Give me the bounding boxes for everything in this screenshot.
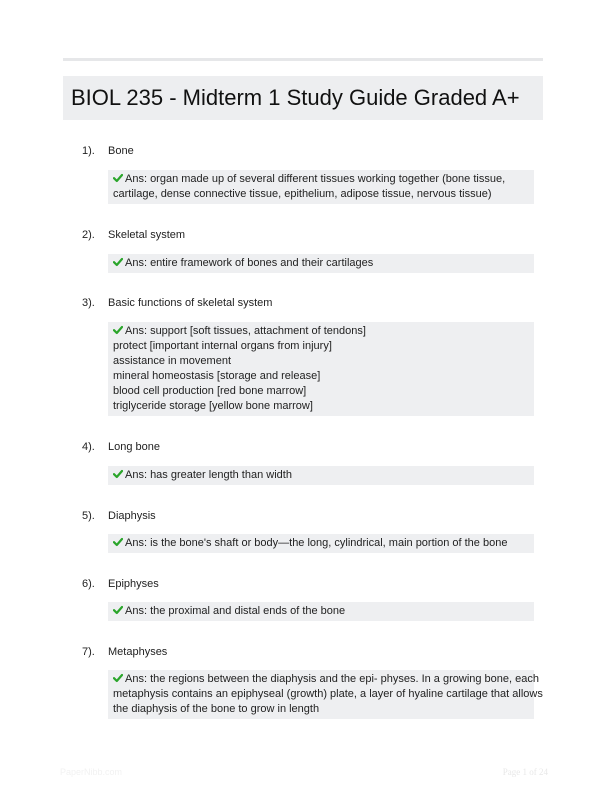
question-term: Epiphyses bbox=[108, 578, 159, 590]
answer-line: Ans: is the bone's shaft or body—the long, cylindrical, main portion of the bone bbox=[113, 536, 528, 551]
question-number: 7). bbox=[82, 646, 95, 658]
answer-box bbox=[108, 254, 534, 273]
question-number: 6). bbox=[82, 578, 95, 590]
answer-line: mineral homeostasis [storage and release] bbox=[113, 370, 321, 382]
question-number: 3). bbox=[82, 297, 95, 309]
answer-line: the diaphysis of the bone to grow in length bbox=[113, 703, 320, 715]
answer-line: Ans: the regions between the diaphysis and the epi- physes. In a growing bone, each bbox=[113, 672, 528, 687]
answer-line: protect [important internal organs from injury] bbox=[113, 340, 332, 352]
top-divider bbox=[63, 58, 543, 61]
check-icon bbox=[113, 605, 123, 615]
answer-line: cartilage, dense connective tissue, epithelium, adipose tissue, nervous tissue) bbox=[113, 188, 492, 200]
question-term: Bone bbox=[108, 145, 134, 157]
page-number: Page 1 of 24 bbox=[502, 767, 548, 777]
question-term: Skeletal system bbox=[108, 229, 186, 241]
question-term: Long bone bbox=[108, 441, 160, 453]
footer-watermark: PaperNibb.com bbox=[60, 767, 123, 777]
answer-line: metaphysis contains an epiphyseal (growth) plate, a layer of hyaline cartilage that allows bbox=[113, 688, 543, 700]
answer-box bbox=[108, 534, 534, 553]
question-term: Basic functions of skeletal system bbox=[108, 297, 273, 309]
question-term: Diaphysis bbox=[108, 510, 156, 522]
answer-line: Ans: organ made up of several different tissues working together (bone tissue, bbox=[113, 172, 528, 187]
check-icon bbox=[113, 257, 123, 267]
question-number: 2). bbox=[82, 229, 95, 241]
page-title: BIOL 235 - Midterm 1 Study Guide Graded A+ bbox=[71, 85, 520, 110]
check-icon bbox=[113, 173, 123, 183]
check-icon bbox=[113, 673, 123, 683]
answer-line: Ans: entire framework of bones and their cartilages bbox=[113, 256, 528, 271]
answer-line: Ans: support [soft tissues, attachment of tendons] bbox=[113, 324, 528, 339]
answer-line: blood cell production [red bone marrow] bbox=[113, 385, 307, 397]
check-icon bbox=[113, 537, 123, 547]
check-icon bbox=[113, 469, 123, 479]
answer-box bbox=[108, 466, 534, 485]
answer-line: assistance in movement bbox=[113, 355, 231, 367]
answer-line: Ans: has greater length than width bbox=[113, 468, 528, 483]
question-number: 5). bbox=[82, 510, 95, 522]
answer-box bbox=[108, 322, 534, 416]
check-icon bbox=[113, 325, 123, 335]
answer-box bbox=[108, 170, 534, 204]
answer-line: triglyceride storage [yellow bone marrow] bbox=[113, 400, 313, 412]
title-band bbox=[63, 76, 543, 120]
question-number: 4). bbox=[82, 441, 95, 453]
question-term: Metaphyses bbox=[108, 646, 168, 658]
answer-box bbox=[108, 670, 543, 719]
answer-box bbox=[108, 602, 534, 621]
question-number: 1). bbox=[82, 145, 95, 157]
answer-line: Ans: the proximal and distal ends of the bone bbox=[113, 604, 528, 619]
